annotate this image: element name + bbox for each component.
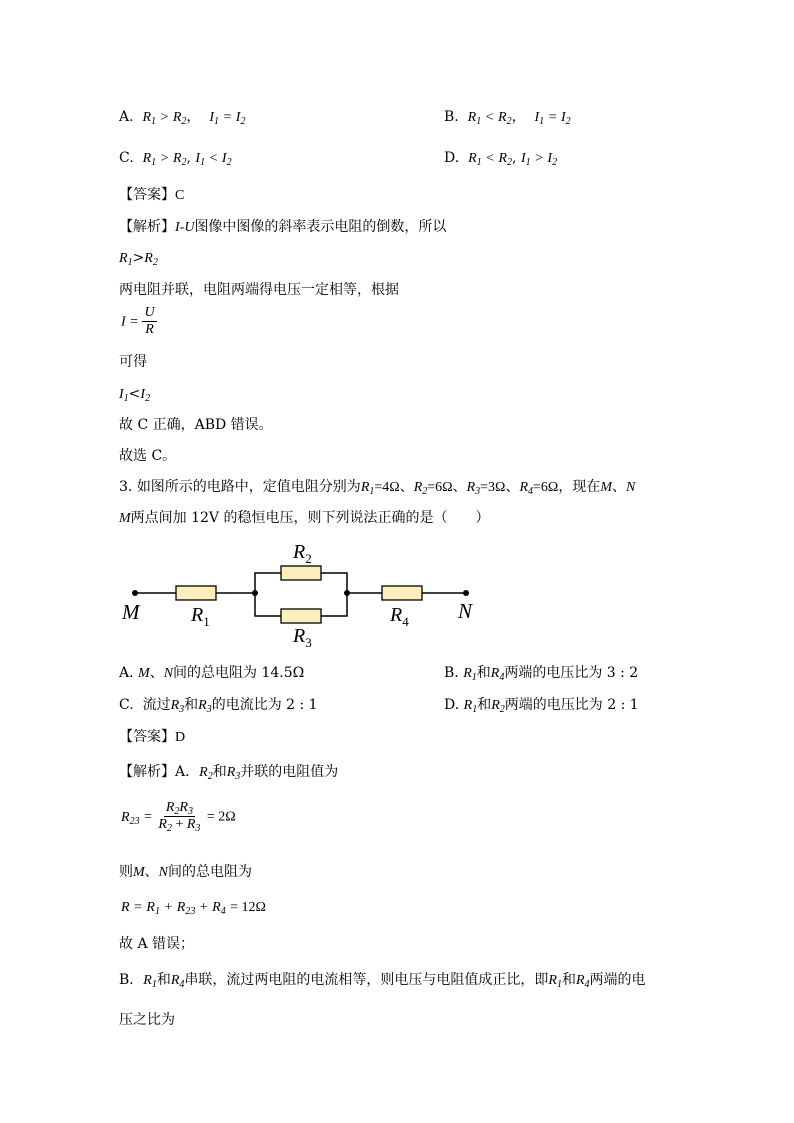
label-r4: $R_4$ bbox=[390, 604, 409, 629]
terminal-n bbox=[463, 590, 469, 596]
label-r3: $R_3$ bbox=[293, 625, 312, 650]
q2-answer: 【答案】C bbox=[119, 187, 185, 203]
q3-stem-line2: M两点间加 12V 的稳恒电压，则下列说法正确的是（ ） bbox=[119, 510, 490, 526]
label-r2: $R_2$ bbox=[293, 541, 312, 566]
q3-answer: 【答案】D bbox=[119, 729, 186, 745]
junction-left bbox=[252, 590, 258, 596]
q3-analysis-b-line2: 压之比为 bbox=[119, 1012, 175, 1028]
label-n: N bbox=[458, 599, 473, 623]
q3-option-a[interactable]: A. M、N间的总电阻为 14.5Ω bbox=[119, 665, 305, 681]
q2-conclusion1: 故 C 正确，ABD 错误。 bbox=[119, 417, 273, 433]
q2-r-compare: $R_1>R_2$ bbox=[119, 250, 158, 268]
q2-keyi: 可得 bbox=[119, 354, 147, 370]
q2-option-c[interactable]: C. $R_1 > R_2$, $I_1 < I_2$ bbox=[119, 150, 232, 168]
terminal-m bbox=[132, 590, 138, 596]
q3-analysis-b: B．$R_1$和$R_4$串联，流过两电阻的电流相等，则电压与电阻值成正比，即$R_1$和$R_4$两端的电 bbox=[119, 972, 646, 990]
junction-right bbox=[344, 590, 350, 596]
resistor-r4 bbox=[382, 586, 422, 600]
q3-total-formula: $R = R_1 + R_{23} + R_4 = 12\Omega$ bbox=[121, 900, 266, 917]
q3-r23-formula: $R_{23}$ = $\frac{R_2R_3}{R_2 + R_3}$ = 2Ω bbox=[121, 800, 236, 834]
resistor-r1 bbox=[176, 586, 216, 600]
q2-option-b[interactable]: B. $R_1 < R_2$， $I_1 = I_2$ bbox=[444, 109, 571, 127]
q2-i-compare: $I_1<I_2$ bbox=[119, 386, 151, 404]
q2-analysis-line2: 两电阻并联，电阻两端得电压一定相等，根据 bbox=[119, 282, 399, 298]
q3-analysis-a: 【解析】A．$R_2$和$R_3$并联的电阻值为 bbox=[119, 764, 339, 782]
label-m: M bbox=[122, 600, 140, 624]
circuit-diagram bbox=[118, 538, 488, 656]
q3-stem-line1: 3. 如图所示的电路中，定值电阻分别为$R_1=4\Omega$、$R_2=6\Omega$、$R_3=3\Omega$、$R_4=6\Omega$，现在M、N bbox=[119, 479, 636, 497]
resistor-r2 bbox=[281, 566, 321, 580]
q2-option-d[interactable]: D. $R_1 < R_2$, $I_1 > I_2$ bbox=[444, 150, 558, 168]
q3-wrong-a: 故 A 错误； bbox=[119, 936, 195, 952]
label-r1: $R_1$ bbox=[191, 604, 210, 629]
q2-option-a[interactable]: A. $R_1 > R_2$， $I_1 = I_2$ bbox=[119, 109, 246, 127]
q3-option-b[interactable]: B. $R_1$和$R_4$两端的电压比为 3 : 2 bbox=[444, 665, 639, 683]
q2-conclusion2: 故选 C。 bbox=[119, 448, 177, 464]
q2-analysis-line1: 【解析】I-U图像中图像的斜率表示电阻的倒数，所以 bbox=[119, 219, 447, 235]
resistor-r3 bbox=[281, 609, 321, 623]
q2-ohm-formula: I = $\frac{U}{R}$ bbox=[121, 305, 155, 337]
q3-option-d[interactable]: D. $R_1$和$R_2$两端的电压比为 2 : 1 bbox=[444, 697, 639, 715]
q3-total-line: 则M、N间的总电阻为 bbox=[119, 864, 253, 880]
q3-option-c[interactable]: C. 流过$R_3$和$R_3$的电流比为 2 : 1 bbox=[119, 697, 318, 715]
